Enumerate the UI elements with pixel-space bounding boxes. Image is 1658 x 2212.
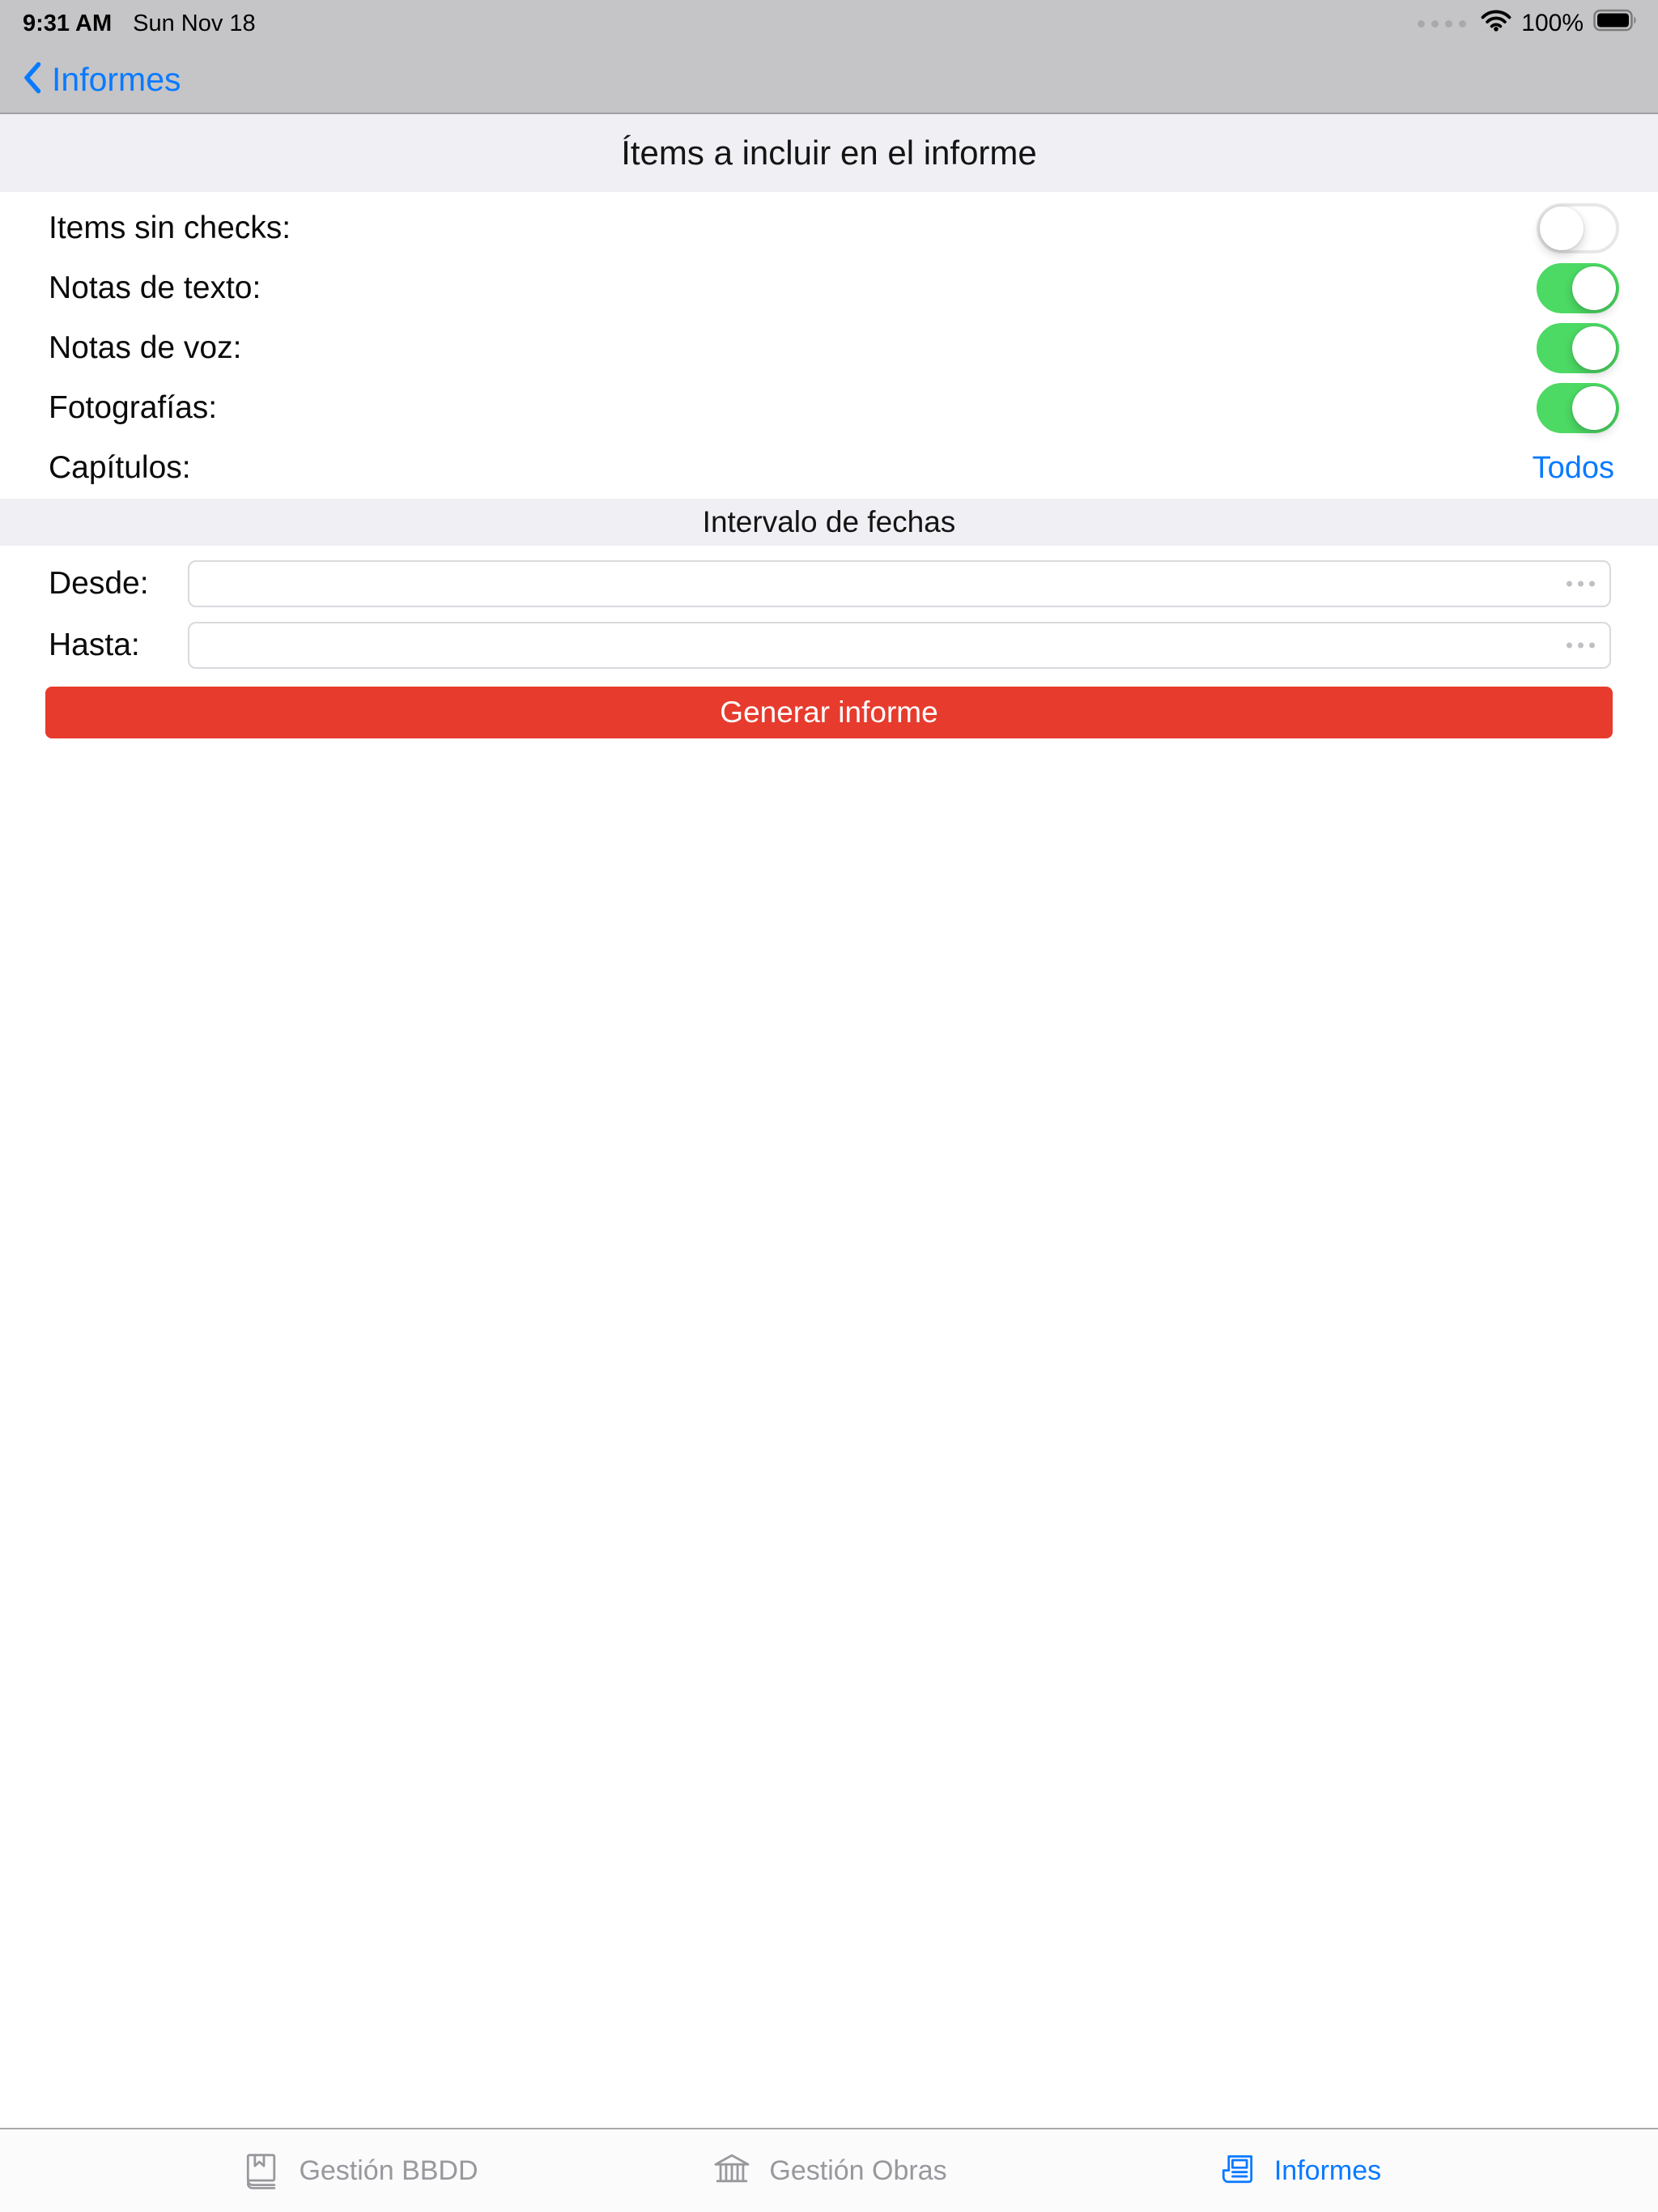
toggle-knob xyxy=(1572,386,1616,430)
tab-informes[interactable] xyxy=(1064,2150,1533,2192)
date-range-form xyxy=(0,546,1658,669)
row-label: Items sin checks: xyxy=(49,211,291,245)
row-label: Capítulos: xyxy=(49,450,191,485)
generar-informe-label: Generar informe xyxy=(720,696,938,729)
status-date: Sun Nov 18 xyxy=(133,10,256,36)
row-capitulos xyxy=(0,438,1658,498)
book-icon xyxy=(240,2150,283,2192)
notas-de-voz-toggle[interactable] xyxy=(1537,323,1619,373)
items-sin-checks-toggle[interactable] xyxy=(1537,203,1619,253)
section-header-items xyxy=(0,114,1658,192)
back-button[interactable] xyxy=(21,61,181,99)
desde-field xyxy=(188,560,1611,607)
generar-informe-button[interactable] xyxy=(45,687,1613,738)
bank-icon xyxy=(711,2150,753,2192)
desde-row xyxy=(49,560,1611,607)
chevron-left-icon xyxy=(21,61,42,99)
navigation-bar xyxy=(0,40,1658,119)
ellipsis-icon xyxy=(1567,643,1595,649)
status-bar xyxy=(0,0,1658,40)
wifi-icon xyxy=(1481,9,1511,38)
fotografias-toggle[interactable] xyxy=(1537,383,1619,433)
toggle-knob xyxy=(1572,266,1616,310)
toggle-knob xyxy=(1540,206,1584,250)
tab-label: Gestión BBDD xyxy=(299,2155,478,2186)
ellipsis-icon xyxy=(1567,581,1595,587)
tab-bar xyxy=(0,2128,1658,2212)
battery-percent: 100% xyxy=(1521,10,1584,36)
tab-gestion-bbdd[interactable] xyxy=(125,2150,594,2192)
row-notas-de-texto xyxy=(0,258,1658,318)
row-items-sin-checks xyxy=(0,198,1658,258)
hasta-field xyxy=(188,622,1611,669)
top-bar xyxy=(0,0,1658,114)
row-label: Notas de texto: xyxy=(49,270,261,305)
back-button-label: Informes xyxy=(52,61,181,98)
section-header-dates xyxy=(0,499,1658,546)
toggle-knob xyxy=(1572,326,1616,370)
desde-input[interactable] xyxy=(189,562,1609,606)
section-header-dates-title: Intervalo de fechas xyxy=(702,505,956,538)
status-time: 9:31 AM xyxy=(23,10,113,36)
report-options-list xyxy=(0,192,1658,498)
newspaper-icon xyxy=(1216,2150,1258,2192)
tab-label: Informes xyxy=(1273,2155,1382,2186)
hasta-label: Hasta: xyxy=(49,627,140,662)
capitulos-todos-link[interactable]: Todos xyxy=(1532,450,1614,485)
row-label: Fotografías: xyxy=(49,390,218,425)
battery-icon xyxy=(1593,9,1639,38)
notas-de-texto-toggle[interactable] xyxy=(1537,263,1619,313)
hasta-input[interactable] xyxy=(189,623,1609,667)
row-fotografias xyxy=(0,378,1658,438)
hasta-row xyxy=(49,622,1611,669)
row-notas-de-voz xyxy=(0,318,1658,378)
tab-gestion-obras[interactable] xyxy=(594,2150,1064,2192)
section-header-items-title: Ítems a incluir en el informe xyxy=(621,134,1037,172)
desde-label: Desde: xyxy=(49,566,149,601)
cellular-dots-icon xyxy=(1418,20,1466,28)
row-label: Notas de voz: xyxy=(49,330,242,365)
tab-label: Gestión Obras xyxy=(769,2155,947,2186)
